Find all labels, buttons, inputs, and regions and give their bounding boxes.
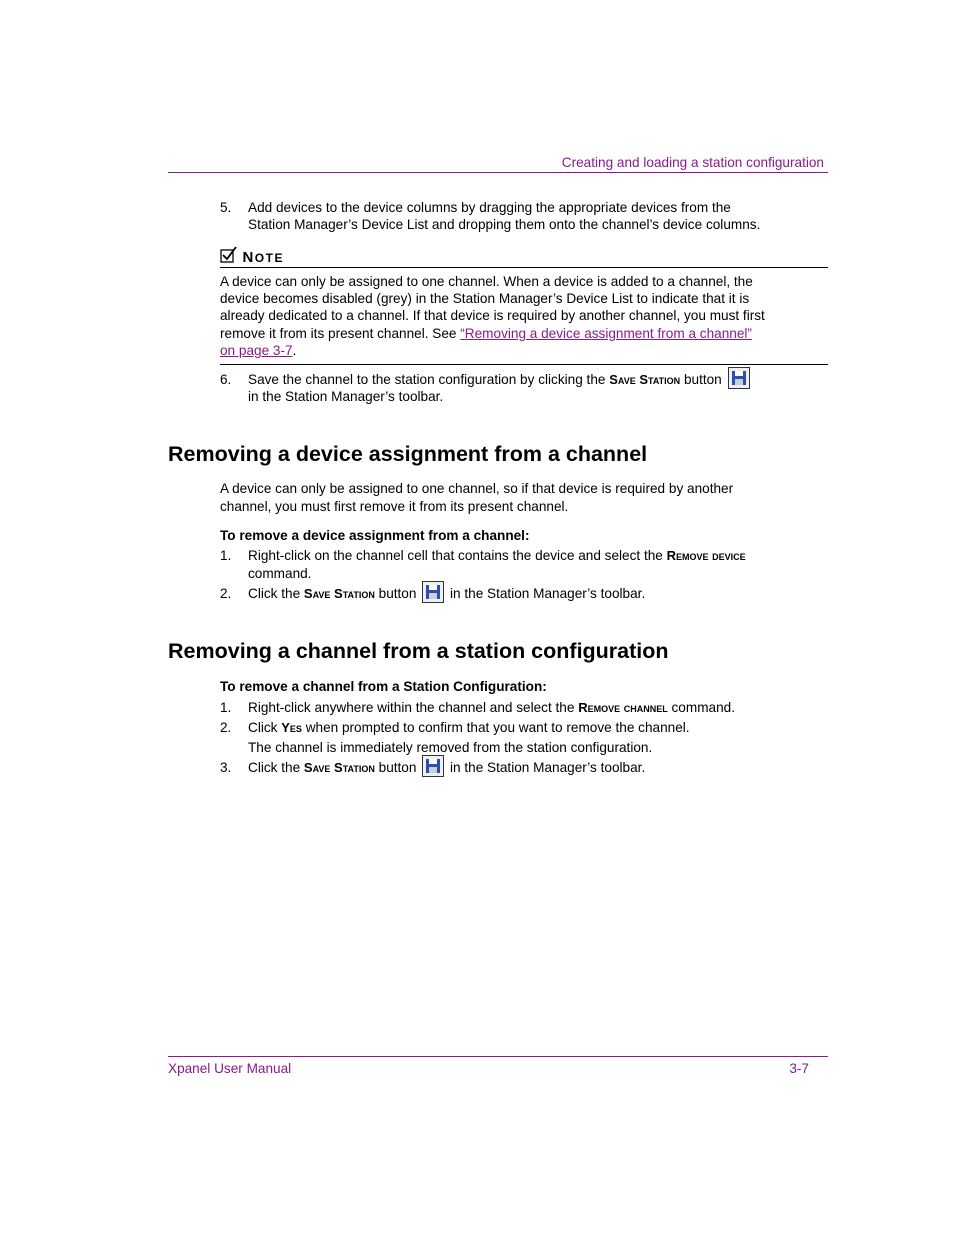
cross-reference-link-page[interactable]: on page 3-7: [220, 343, 293, 358]
cross-reference-link[interactable]: “Removing a device assignment from a channel”: [460, 326, 752, 341]
section-heading: Removing a device assignment from a channel: [168, 442, 648, 466]
step-number: 5.: [220, 200, 232, 215]
note-text: already dedicated to a channel. If that device is required by another channel, you must first: [220, 308, 765, 323]
checkbox-check-icon: [220, 246, 238, 269]
note-text: device becomes disabled (grey) in the Station Manager’s Device List to indicate that it is: [220, 291, 750, 306]
step-number: 2.: [220, 720, 232, 735]
footer-manual-title: Xpanel User Manual: [168, 1061, 292, 1076]
floppy-disk-icon: [728, 367, 750, 389]
step-text: command.: [248, 566, 312, 581]
footer-page-number: 3-7: [789, 1061, 809, 1076]
step-text: Right-click on the channel cell that contains the device and select the Remove device: [248, 548, 746, 563]
header-rule: [168, 172, 828, 173]
running-header: Creating and loading a station configuration: [561, 155, 824, 170]
step-text: Click the Save Station button in the Station Manager’s toolbar.: [248, 585, 645, 603]
step-result: The channel is immediately removed from the station configuration.: [248, 740, 653, 755]
step-number: 2.: [220, 586, 232, 601]
floppy-disk-icon: [422, 755, 444, 777]
step-text: Add devices to the device columns by dragging the appropriate devices from the: [248, 200, 731, 215]
step-number: 6.: [220, 372, 232, 387]
note-bottom-rule: [220, 364, 828, 365]
note-text: A device can only be assigned to one channel. When a device is added to a channel, the: [220, 274, 753, 289]
step-text: Right-click anywhere within the channel and select the Remove channel command.: [248, 700, 735, 715]
step-text: Click the Save Station button in the Station Manager’s toolbar.: [248, 759, 645, 777]
procedure-title: To remove a channel from a Station Configuration:: [220, 679, 547, 694]
note-title: NOTE: [242, 249, 284, 266]
step-text: Save the channel to the station configuration by clicking the Save Station button: [248, 371, 752, 389]
step-text: Click Yes when prompted to confirm that you want to remove the channel.: [248, 720, 690, 735]
note-header: [220, 246, 284, 266]
step-number: 1.: [220, 700, 232, 715]
floppy-disk-icon: [422, 581, 444, 603]
note-top-rule: [220, 267, 828, 268]
procedure-title: To remove a device assignment from a channel:: [220, 528, 530, 543]
section-heading: Removing a channel from a station configuration: [168, 639, 669, 663]
note-text: on page 3-7.: [220, 343, 297, 358]
step-number: 1.: [220, 548, 232, 563]
body-text: channel, you must first remove it from its present channel.: [220, 499, 569, 514]
body-text: A device can only be assigned to one channel, so if that device is required by another: [220, 481, 734, 496]
step-number: 3.: [220, 760, 232, 775]
step-text: Station Manager’s Device List and dropping them onto the channel’s device columns.: [248, 217, 761, 232]
note-text: remove it from its present channel. See “Removing a device assignment from a channel”: [220, 326, 752, 341]
step-text: in the Station Manager’s toolbar.: [248, 389, 444, 404]
footer-rule: [168, 1056, 828, 1057]
